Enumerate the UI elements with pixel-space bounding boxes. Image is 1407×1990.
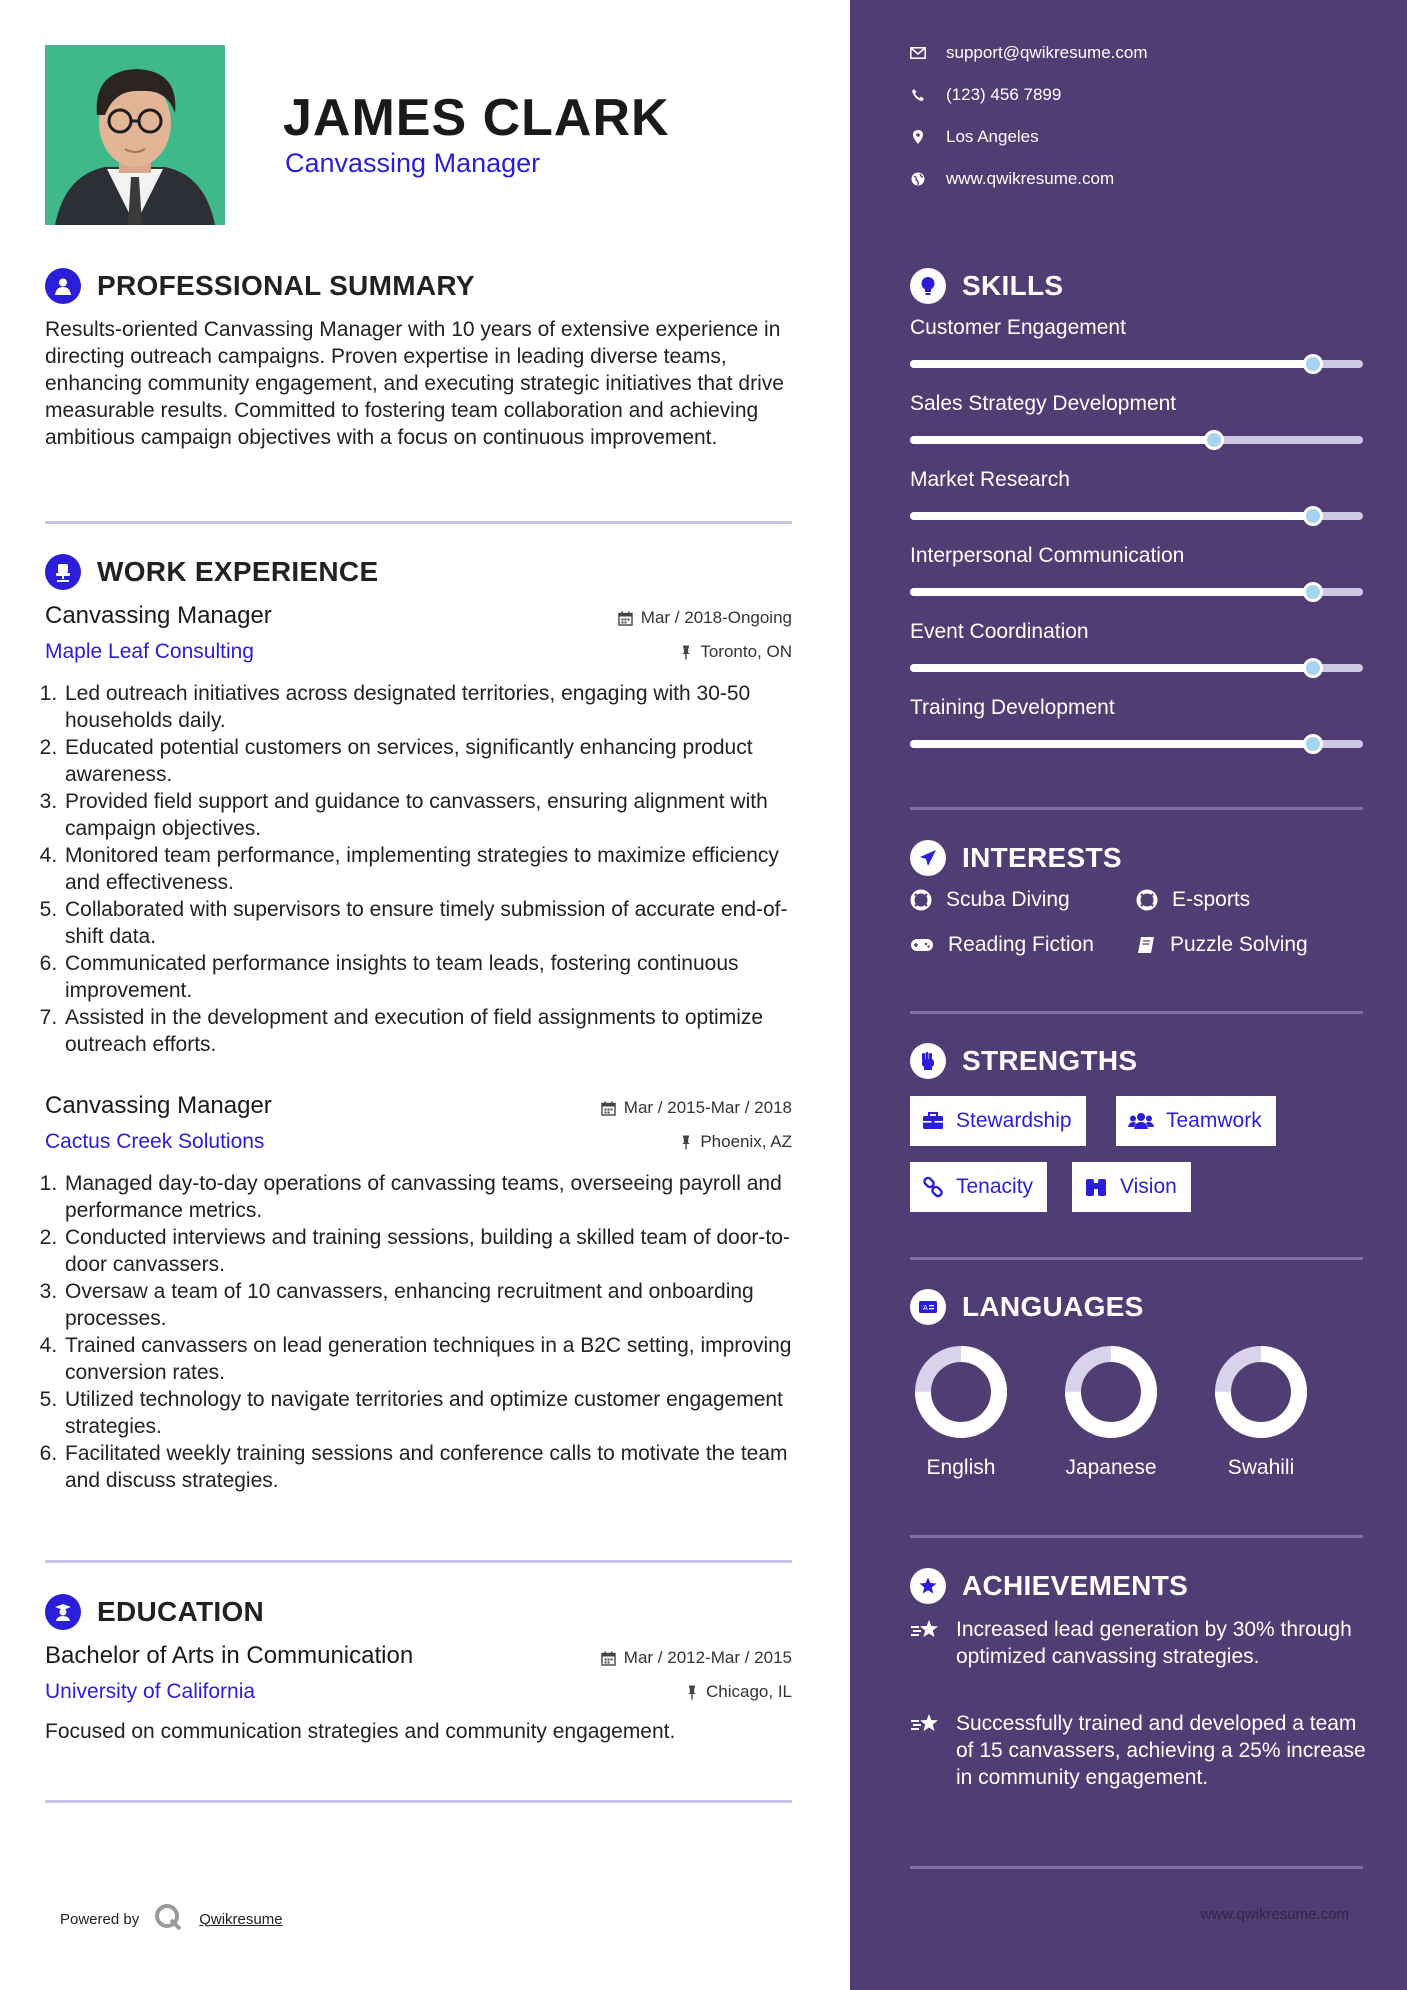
skill-bar-fill [910, 588, 1313, 596]
paper-plane-icon [910, 840, 946, 876]
gamepad-icon [910, 937, 934, 953]
education-description: Focused on communication strategies and community engagement. [45, 1720, 676, 1743]
skill-item [910, 696, 1363, 748]
skill-bar-knob [1303, 354, 1323, 374]
language-donut [1061, 1342, 1161, 1442]
achievements-heading [910, 1568, 1188, 1604]
job-company: Cactus Creek Solutions [45, 1130, 265, 1153]
job-location-text: Toronto, ON [700, 642, 792, 661]
education-date-text: Mar / 2012-Mar / 2015 [623, 1648, 792, 1667]
list-item: 7. Assisted in the development and execution of field assignments to optimize outreach efforts. [63, 1004, 792, 1058]
divider [910, 1011, 1363, 1014]
education-title: EDUCATION [97, 1596, 265, 1627]
envelope-icon [910, 47, 926, 59]
languages-title: LANGUAGES [962, 1291, 1144, 1322]
star-badge-icon [910, 1568, 946, 1604]
sidebar [850, 0, 1407, 1990]
job-date [618, 608, 792, 628]
skill-bar [910, 360, 1363, 368]
graduate-icon [45, 1594, 81, 1630]
language-donut [1211, 1342, 1311, 1442]
list-item: 1. Managed day-to-day operations of canvassing teams, overseeing payroll and performance metrics. [63, 1170, 792, 1224]
website-text: www.qwikresume.com [946, 169, 1115, 188]
pin-icon [686, 1685, 698, 1700]
list-item: 4. Monitored team performance, implementing strategies to maximize efficiency and effectiveness. [63, 842, 792, 896]
job-entry [45, 602, 792, 1058]
skill-item [910, 392, 1363, 444]
pin-icon [680, 1135, 692, 1150]
users-icon [1128, 1112, 1154, 1130]
fist-icon [910, 1043, 946, 1079]
skill-bar-fill [910, 360, 1313, 368]
interest-label: E-sports [1172, 888, 1251, 911]
job-date [601, 1098, 792, 1118]
profile-photo [45, 45, 225, 225]
interest-item [1136, 933, 1308, 957]
school: University of California [45, 1680, 256, 1703]
calendar-icon [601, 1651, 616, 1666]
divider [45, 1560, 792, 1563]
strength-label: Tenacity [956, 1175, 1034, 1198]
list-item: 5. Collaborated with supervisors to ensure timely submission of accurate end-of-shift data. [63, 896, 792, 950]
language-name: Swahili [1227, 1456, 1295, 1479]
pin-icon [680, 645, 692, 660]
skill-bar-fill [910, 512, 1313, 520]
strength-label: Stewardship [956, 1109, 1072, 1132]
job-location [680, 1132, 792, 1152]
summary-title: PROFESSIONAL SUMMARY [97, 270, 475, 301]
skill-name: Event Coordination [910, 620, 1089, 643]
contact-location [910, 127, 1039, 147]
skill-bar-knob [1204, 430, 1224, 450]
education-location [686, 1682, 792, 1702]
interest-label: Scuba Diving [946, 888, 1070, 911]
job-date-text: Mar / 2015-Mar / 2018 [623, 1098, 792, 1117]
divider [910, 807, 1363, 810]
list-item: 3. Oversaw a team of 10 canvassers, enhancing recruitment and onboarding processes. [63, 1278, 792, 1332]
location-text: Los Angeles [946, 127, 1039, 146]
footer-url[interactable]: www.qwikresume.com [1200, 1906, 1349, 1923]
calendar-icon [601, 1101, 616, 1116]
skill-item [910, 468, 1363, 520]
phone-icon [910, 88, 926, 102]
summary-heading [45, 268, 475, 304]
strengths-heading [910, 1043, 1137, 1079]
skill-bar-knob [1303, 582, 1323, 602]
achievement-item [910, 1710, 1370, 1791]
skill-bar [910, 740, 1363, 748]
experience-title: WORK EXPERIENCE [97, 556, 379, 587]
skill-bar-fill [910, 740, 1313, 748]
achievements-title: ACHIEVEMENTS [962, 1570, 1189, 1601]
interest-item [1136, 888, 1250, 912]
shooting-star-icon [910, 1616, 944, 1670]
powered-by [60, 1902, 283, 1936]
shooting-star-icon [910, 1710, 944, 1791]
education-date [601, 1648, 792, 1668]
phone-text: (123) 456 7899 [946, 85, 1062, 104]
list-item: 5. Utilized technology to navigate territories and optimize customer engagement strategies. [63, 1386, 792, 1440]
language-icon [910, 1289, 946, 1325]
skill-bar [910, 512, 1363, 520]
job-role: Canvassing Manager [45, 602, 272, 629]
language-item [906, 1342, 1016, 1480]
list-item: 1. Led outreach initiatives across designated territories, engaging with 30-50 households daily. [63, 680, 792, 734]
job-role: Canvassing Manager [45, 1092, 272, 1119]
divider [910, 1535, 1363, 1538]
book-icon [1136, 935, 1156, 955]
skill-bar-fill [910, 664, 1313, 672]
candidate-title: Canvassing Manager [285, 148, 541, 178]
job-entry [45, 1092, 792, 1494]
language-item [1056, 1342, 1166, 1480]
language-name: English [926, 1456, 996, 1479]
skill-name: Sales Strategy Development [910, 392, 1177, 415]
education-heading [45, 1594, 264, 1630]
skills-heading [910, 268, 1063, 304]
contact-email[interactable] [910, 43, 1148, 63]
education-location-text: Chicago, IL [706, 1682, 792, 1701]
life-ring-icon [1136, 889, 1158, 911]
achievement-text: Increased lead generation by 30% through optimized canvassing strategies. [956, 1618, 1352, 1668]
lightbulb-icon [910, 268, 946, 304]
job-date-text: Mar / 2018-Ongoing [640, 608, 792, 627]
strength-label: Teamwork [1166, 1109, 1262, 1132]
skill-bar-fill [910, 436, 1214, 444]
skill-bar-knob [1303, 658, 1323, 678]
strength-badge [1072, 1162, 1191, 1212]
globe-icon [910, 172, 926, 186]
qwikresume-logo-icon [153, 1902, 183, 1936]
list-item: 4. Trained canvassers on lead generation techniques in a B2C setting, improving conversion rates. [63, 1332, 792, 1386]
job-bullets [45, 680, 792, 1058]
strength-label: Vision [1120, 1175, 1177, 1198]
summary-text: Results-oriented Canvassing Manager with 10 years of extensive experience in directing outreach campaigns. Proven expertise in leading diverse teams, enhancing community engagement, and executing strategic initiatives that drive measurable results. Committed to fostering team collaboration and achieving ambitious campaign objectives with a focus on continuous improvement. [45, 318, 784, 449]
link-icon [922, 1176, 944, 1198]
briefcase-icon [922, 1112, 944, 1130]
skill-item [910, 620, 1363, 672]
contact-phone[interactable] [910, 85, 1061, 105]
map-marker-icon [910, 130, 926, 144]
email-text: support@qwikresume.com [946, 43, 1148, 62]
list-item: 3. Provided field support and guidance to canvassers, ensuring alignment with campaign objectives. [63, 788, 792, 842]
skills-title: SKILLS [962, 270, 1064, 301]
strengths-title: STRENGTHS [962, 1045, 1138, 1076]
achievement-item [910, 1616, 1370, 1670]
job-location [680, 642, 792, 662]
skill-bar [910, 588, 1363, 596]
skill-name: Customer Engagement [910, 316, 1126, 339]
achievement-text: Successfully trained and developed a team of 15 canvassers, achieving a 25% increase in community engagement. [956, 1712, 1366, 1789]
life-ring-icon [910, 889, 932, 911]
strength-badge [910, 1162, 1047, 1212]
user-icon [45, 268, 81, 304]
education-entry [45, 1642, 792, 1744]
skill-item [910, 544, 1363, 596]
skill-bar-knob [1303, 734, 1323, 754]
strength-badge [910, 1096, 1086, 1146]
skill-bar [910, 436, 1363, 444]
skill-name: Training Development [910, 696, 1115, 719]
skill-bar [910, 664, 1363, 672]
strength-badge [1116, 1096, 1276, 1146]
divider [45, 521, 792, 524]
skill-name: Interpersonal Communication [910, 544, 1185, 567]
language-name: Japanese [1065, 1456, 1157, 1479]
divider [910, 1257, 1363, 1260]
divider [45, 1800, 792, 1803]
svg-text:A: A [923, 1304, 928, 1312]
list-item: 2. Conducted interviews and training sessions, building a skilled team of door-to-door canvassers. [63, 1224, 792, 1278]
language-donut [911, 1342, 1011, 1442]
skill-item [910, 316, 1363, 368]
office-chair-icon [45, 554, 81, 590]
list-item: 6. Communicated performance insights to team leads, fostering continuous improvement. [63, 950, 792, 1004]
job-location-text: Phoenix, AZ [700, 1132, 792, 1151]
skill-name: Market Research [910, 468, 1070, 491]
job-bullets [45, 1170, 792, 1494]
interest-item [910, 888, 1070, 912]
qwikresume-link[interactable]: Qwikresume [199, 1910, 283, 1928]
languages-heading [910, 1289, 1144, 1325]
list-item: 6. Facilitated weekly training sessions and conference calls to motivate the team and discuss strategies. [63, 1440, 792, 1494]
interest-label: Puzzle Solving [1170, 933, 1308, 956]
language-item [1206, 1342, 1316, 1480]
binoculars-icon [1084, 1177, 1108, 1197]
list-item: 2. Educated potential customers on services, significantly enhancing product awareness. [63, 734, 792, 788]
interests-heading [910, 840, 1122, 876]
interests-title: INTERESTS [962, 842, 1122, 873]
interest-item [910, 933, 1094, 957]
skill-bar-knob [1303, 506, 1323, 526]
experience-heading [45, 554, 378, 590]
job-company: Maple Leaf Consulting [45, 640, 254, 663]
calendar-icon [618, 611, 633, 626]
degree: Bachelor of Arts in Communication [45, 1642, 414, 1669]
avatar [45, 45, 225, 225]
contact-website[interactable] [910, 169, 1114, 189]
divider [910, 1866, 1363, 1869]
candidate-name: JAMES CLARK [283, 89, 670, 147]
powered-by-label: Powered by [60, 1910, 140, 1928]
interest-label: Reading Fiction [948, 933, 1094, 956]
